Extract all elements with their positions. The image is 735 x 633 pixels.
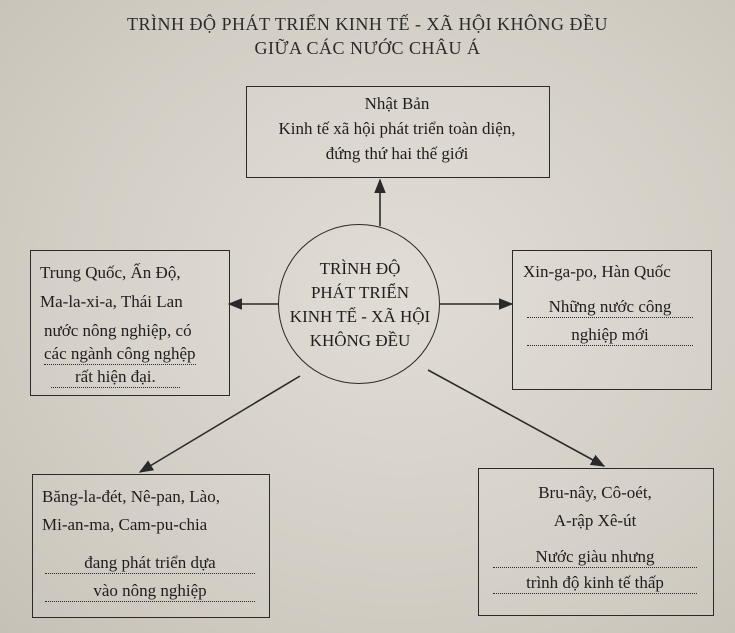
box-bangladesh-nepal	[32, 474, 270, 618]
box-brunei-kuwait-line-2: trình độ kinh tế thấp	[493, 573, 697, 594]
box-brunei-kuwait-heading-1: Bru-nây, Cô-oét,	[538, 483, 652, 502]
box-brunei-kuwait-line-1: Nước giàu nhưng	[493, 547, 697, 568]
box-bangladesh-nepal-heading-1: Băng-la-đét, Nê-pan, Lào,	[42, 487, 220, 506]
box-bangladesh-nepal-line-2: vào nông nghiệp	[45, 581, 255, 602]
box-singapore-korea	[512, 250, 712, 390]
box-japan-line-1: Kinh tế xã hội phát triển toàn diện,	[278, 119, 516, 138]
box-china-india-heading-1: Trung Quốc, Ấn Độ,	[40, 263, 181, 282]
box-china-india-line-3: rất hiện đại.	[51, 367, 180, 388]
center-line-3: KINH TẾ - XÃ HỘI	[289, 307, 431, 326]
diagram-title-line-2: GIỮA CÁC NƯỚC CHÂU Á	[254, 38, 481, 58]
box-japan-heading: Nhật Bản	[364, 94, 430, 113]
box-china-india-heading-2: Ma-la-xi-a, Thái Lan	[40, 292, 183, 311]
box-singapore-korea-heading: Xin-ga-po, Hàn Quốc	[523, 262, 671, 281]
diagram-title-line-1: TRÌNH ĐỘ PHÁT TRIỂN KINH TẾ - XÃ HỘI KHÔNG ĐỀU	[127, 14, 608, 34]
center-line-2: PHÁT TRIỂN	[310, 283, 410, 302]
box-brunei-kuwait-heading-2: A-rập Xê-út	[553, 511, 637, 530]
center-line-4: KHÔNG ĐỀU	[309, 331, 411, 350]
box-bangladesh-nepal-line-1: đang phát triển dựa	[45, 553, 255, 574]
box-brunei-kuwait	[478, 468, 714, 616]
box-china-india-line-2: các ngành công nghệp	[44, 344, 196, 363]
box-singapore-korea-line-2: nghiệp mới	[527, 325, 693, 346]
box-bangladesh-nepal-heading-2: Mi-an-ma, Cam-pu-chia	[42, 515, 208, 534]
box-japan-line-2: đứng thứ hai thế giới	[325, 144, 469, 163]
box-china-india	[30, 250, 230, 396]
center-circle	[278, 224, 440, 384]
center-line-1: TRÌNH ĐỘ	[319, 259, 401, 278]
box-china-india-line-1: nước nông nghiệp, có	[44, 321, 192, 340]
box-japan	[246, 86, 550, 178]
box-singapore-korea-line-1: Những nước công	[527, 297, 693, 318]
